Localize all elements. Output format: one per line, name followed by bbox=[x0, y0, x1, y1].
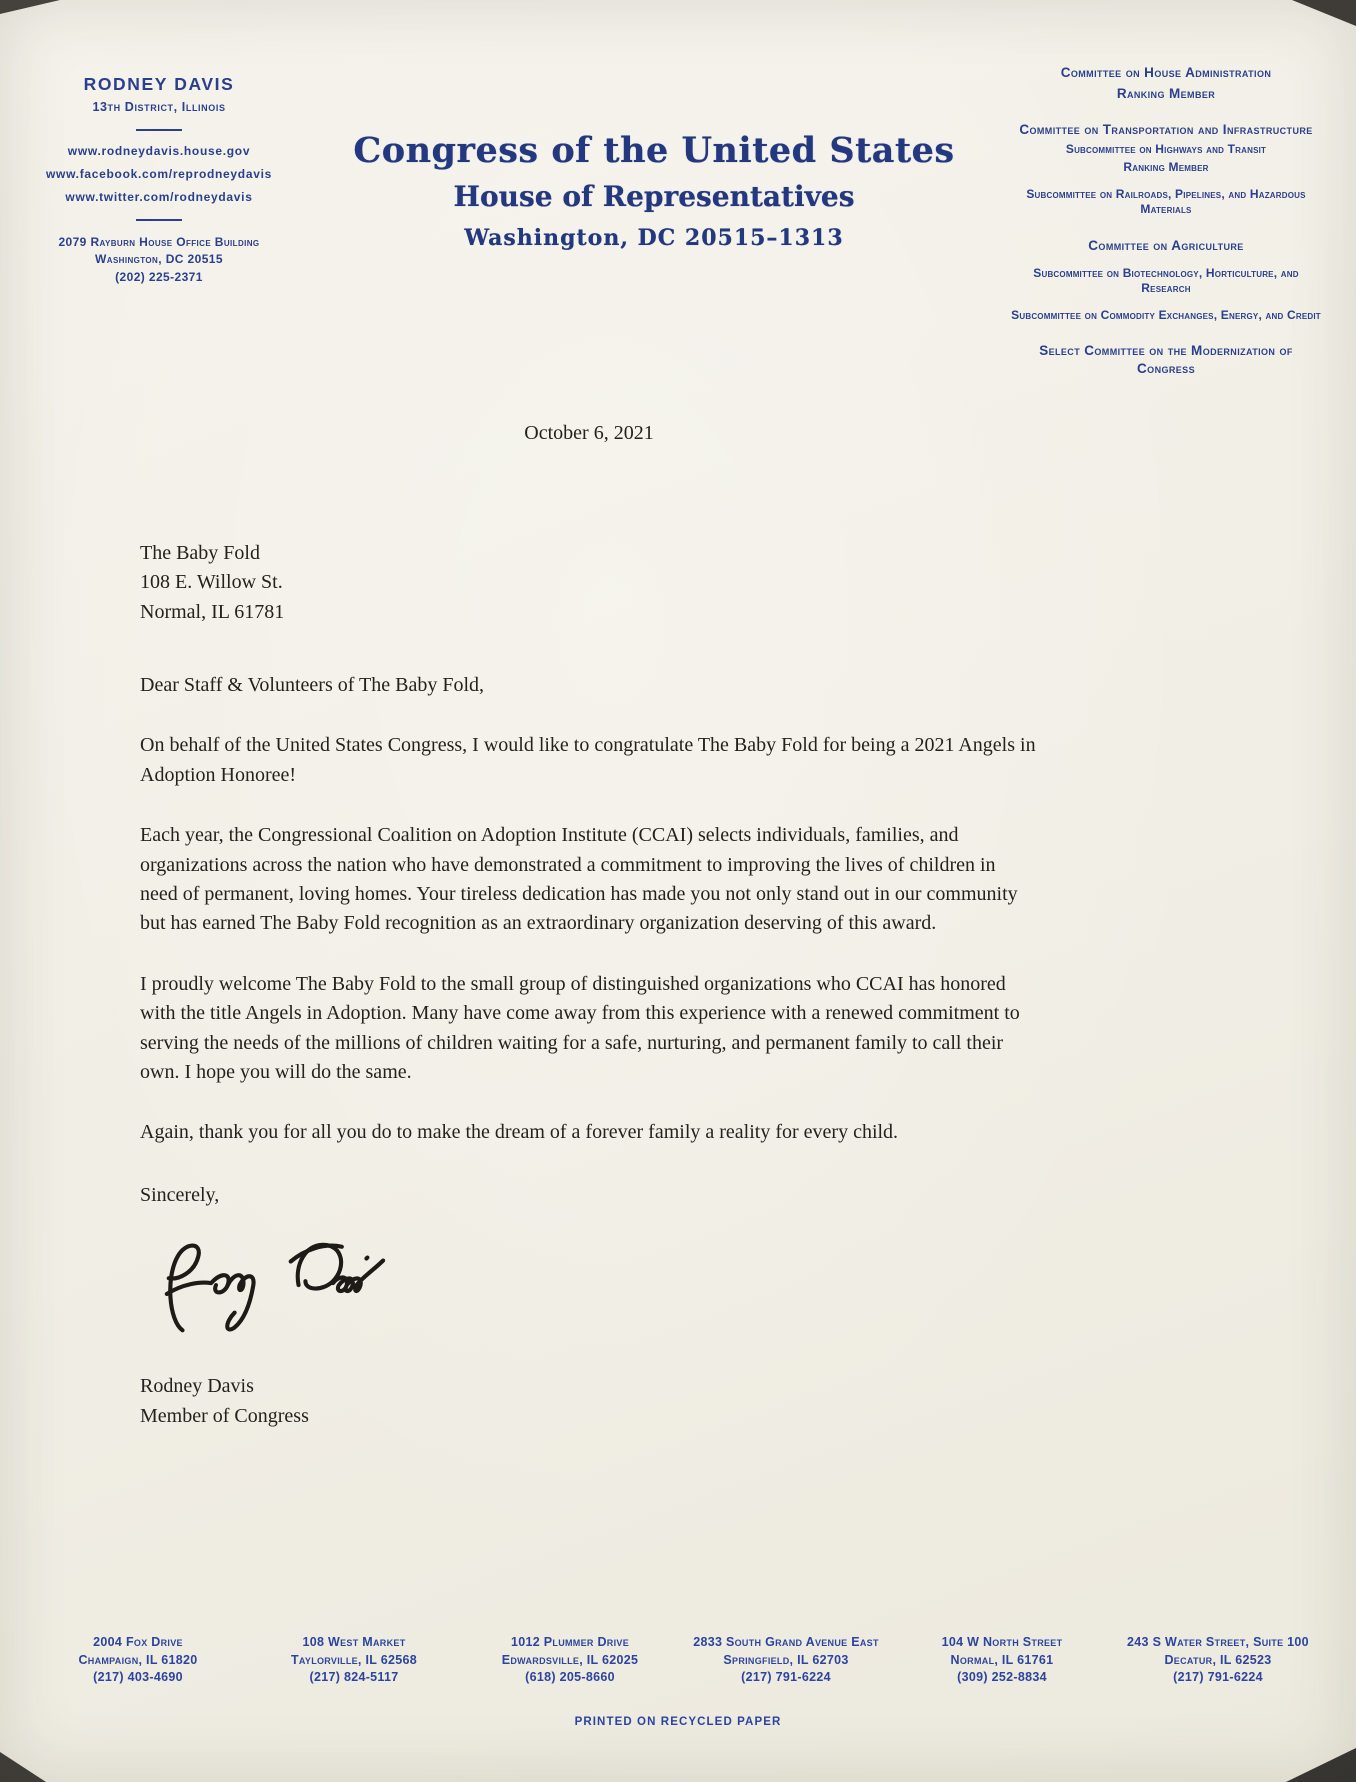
recipient-line: Normal, IL 61781 bbox=[140, 600, 285, 623]
committee-line: Committee on Transportation and Infrastructure bbox=[1019, 122, 1313, 138]
paragraph: Again, thank you for all you do to make the dream of a forever family a reality for every child. bbox=[140, 1121, 899, 1144]
letterhead bbox=[0, 0, 1356, 377]
dc-office-address bbox=[0, 234, 318, 286]
office-address-line: Normal, IL 61761 bbox=[950, 1652, 1054, 1667]
facebook-url: www.facebook.com/reprodneydavis bbox=[46, 167, 272, 181]
committee-line: Subcommittee on Biotechnology, Horticulture, and Research bbox=[1033, 265, 1299, 296]
office-address-line: Edwardsville, IL 62025 bbox=[501, 1652, 639, 1667]
recipient-line: The Baby Fold bbox=[140, 541, 260, 564]
member-name: RODNEY DAVIS bbox=[83, 74, 235, 94]
office-address-line: Decatur, IL 62523 bbox=[1164, 1652, 1272, 1667]
district-offices bbox=[30, 1634, 1326, 1686]
website-url: www.rodneydavis.house.gov bbox=[67, 144, 251, 158]
divider-rule bbox=[136, 129, 182, 131]
office-address-line: Washington, DC 20515 bbox=[95, 252, 223, 267]
office-phone: (217) 791-6224 bbox=[741, 1669, 831, 1684]
office-address-line: 1012 Plummer Drive bbox=[510, 1635, 630, 1650]
divider-rule bbox=[136, 219, 182, 221]
photo-corner-shadow bbox=[0, 0, 60, 14]
office-address-line: 243 S Water Street, Suite 100 bbox=[1127, 1635, 1309, 1650]
paragraph: I proudly welcome The Baby Fold to the small group of distinguished organizations who CCAI has honored with the title Angels in Adoption. Many have come away from this experience with a renewed commitment to serving the needs of the millions of children waiting for a safe, nurturing, and permanent family to call their own. I hope you will do the same. bbox=[140, 972, 1020, 1083]
signature-image bbox=[148, 1232, 1038, 1359]
paragraph: On behalf of the United States Congress, I would like to congratulate The Baby Fold for being a 2021 Angels in Adoption Honoree! bbox=[140, 734, 1036, 786]
photo-corner-shadow bbox=[1292, 0, 1356, 26]
office-address-line: Taylorville, IL 62568 bbox=[290, 1652, 417, 1667]
committee-list bbox=[990, 56, 1356, 377]
committee-line: Subcommittee on Railroads, Pipelines, and Hazardous Materials bbox=[1026, 186, 1306, 217]
letter-date: October 6, 2021 bbox=[524, 422, 654, 445]
office-phone: (202) 225-2371 bbox=[115, 269, 203, 284]
office-springfield bbox=[678, 1634, 894, 1686]
recycled-paper-note: PRINTED ON RECYCLED PAPER bbox=[574, 1716, 782, 1728]
office-address-line: Springfield, IL 62703 bbox=[723, 1652, 849, 1667]
committee-line: Subcommittee on Highways and Transit bbox=[1065, 141, 1267, 156]
recipient-address bbox=[140, 539, 1038, 627]
office-phone: (217) 824-5117 bbox=[309, 1669, 399, 1684]
washington-address: Washington, DC 20515–1313 bbox=[464, 225, 844, 251]
recipient-line: 108 E. Willow St. bbox=[140, 571, 283, 594]
office-phone: (217) 791-6224 bbox=[1173, 1669, 1263, 1684]
office-address-line: 2833 South Grand Avenue East bbox=[693, 1635, 879, 1650]
committee-line: Subcommittee on Commodity Exchanges, Energy, and Credit bbox=[1011, 307, 1321, 322]
office-address-line: Champaign, IL 61820 bbox=[78, 1652, 198, 1667]
office-address-line: 2079 Rayburn House Office Building bbox=[58, 235, 260, 249]
twitter-url: www.twitter.com/rodneydavis bbox=[65, 190, 253, 204]
photo-corner-shadow bbox=[1286, 1748, 1356, 1782]
signature-block bbox=[140, 1371, 1038, 1431]
photo-corner-shadow bbox=[0, 1752, 46, 1782]
office-normal bbox=[894, 1634, 1110, 1686]
signer-title: Member of Congress bbox=[140, 1405, 309, 1428]
office-phone: (309) 252-8834 bbox=[957, 1669, 1047, 1684]
office-phone: (217) 403-4690 bbox=[93, 1669, 183, 1684]
office-edwardsville bbox=[462, 1634, 678, 1686]
committee-line: Committee on Agriculture bbox=[1088, 238, 1244, 254]
district-label: 13th District, Illinois bbox=[92, 100, 226, 114]
letter-body bbox=[140, 419, 1038, 1431]
office-address-line: 108 West Market bbox=[302, 1635, 406, 1650]
signer-name: Rodney Davis bbox=[140, 1375, 254, 1398]
paragraph: Each year, the Congressional Coalition on Adoption Institute (CCAI) selects individuals, families, and organizations across the nation who have demonstrated a commitment to improving the lives of children in need of permanent, loving homes. Your tireless dedication has made you not only stand out in our community but has earned The Baby Fold recognition as an extraordinary organization deserving of this award. bbox=[140, 824, 1018, 935]
salutation: Dear Staff & Volunteers of The Baby Fold, bbox=[140, 674, 485, 696]
office-phone: (618) 205-8660 bbox=[525, 1669, 615, 1684]
office-champaign bbox=[30, 1634, 246, 1686]
committee-line: Select Committee on the Modernization of Congress bbox=[1039, 343, 1293, 376]
congress-title: Congress of the United States bbox=[353, 130, 955, 171]
office-address-line: 2004 Fox Drive bbox=[93, 1635, 183, 1650]
office-decatur bbox=[1110, 1634, 1326, 1686]
office-address-line: 104 W North Street bbox=[941, 1635, 1063, 1650]
letterhead-left-block bbox=[0, 56, 318, 377]
committee-line: Ranking Member bbox=[1116, 85, 1216, 101]
closing: Sincerely, bbox=[140, 1183, 220, 1206]
committee-line: Committee on House Administration bbox=[1060, 65, 1272, 80]
house-title: House of Representatives bbox=[453, 180, 855, 213]
letterhead-center-block bbox=[318, 56, 990, 377]
committee-line: Ranking Member bbox=[1123, 160, 1209, 175]
office-taylorville bbox=[246, 1634, 462, 1686]
